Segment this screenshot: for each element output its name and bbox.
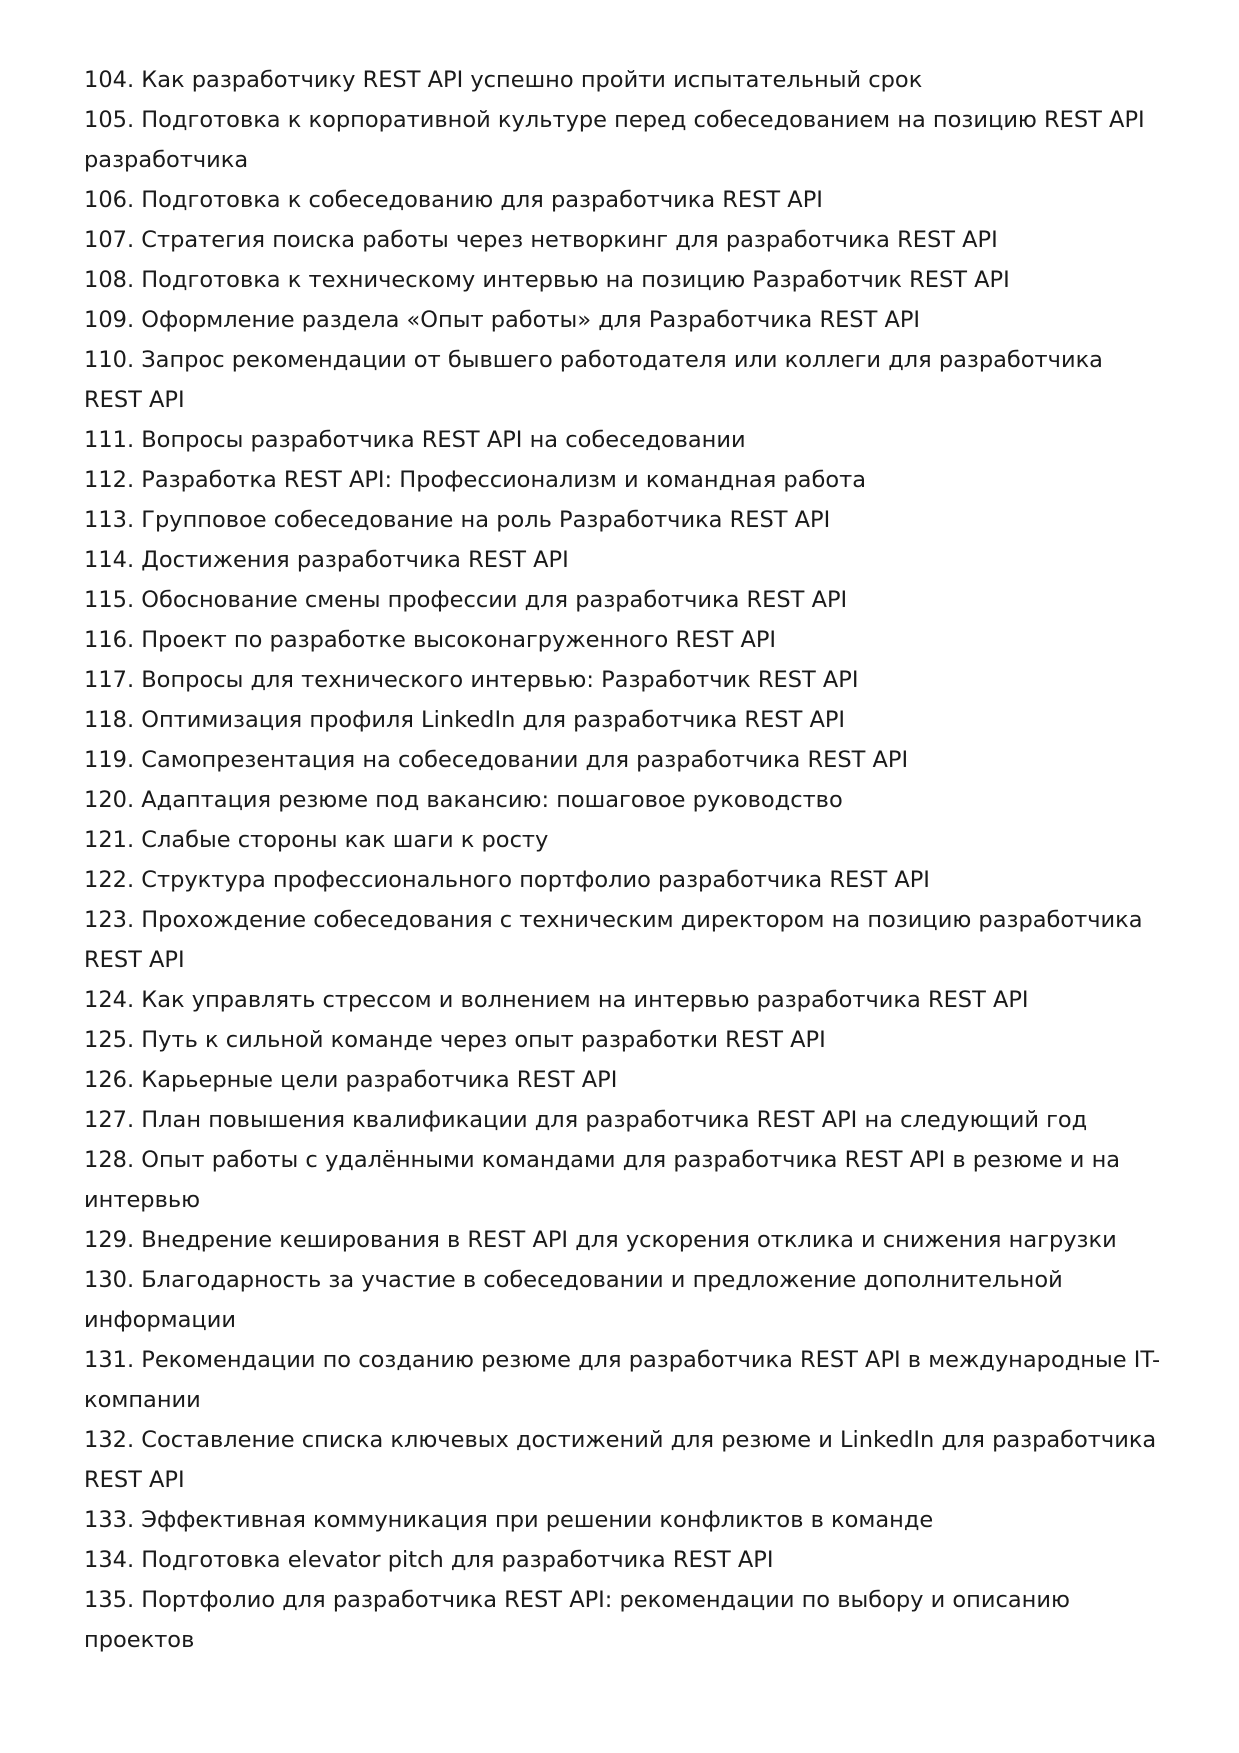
list-item: 113. Групповое собеседование на роль Разработчика REST API xyxy=(84,507,831,533)
list-item: 110. Запрос рекомендации от бывшего работодателя или коллеги для разработчика REST API xyxy=(84,347,1103,413)
list-item: 104. Как разработчику REST API успешно пройти испытательный срок xyxy=(84,67,923,93)
list-item: 120. Адаптация резюме под вакансию: пошаговое руководство xyxy=(84,787,843,813)
list-item: 122. Структура профессионального портфолио разработчика REST API xyxy=(84,867,930,893)
list-item: 108. Подготовка к техническому интервью на позицию Разработчик REST API xyxy=(84,267,1010,293)
list-item: 135. Портфолио для разработчика REST API: рекомендации по выбору и описанию проектов xyxy=(84,1587,1070,1653)
list-item: 123. Прохождение собеседования с техническим директором на позицию разработчика REST API xyxy=(84,907,1143,973)
list-item: 116. Проект по разработке высоконагруженного REST API xyxy=(84,627,777,653)
list-item: 125. Путь к сильной команде через опыт разработки REST API xyxy=(84,1027,826,1053)
list-item: 107. Стратегия поиска работы через нетворкинг для разработчика REST API xyxy=(84,227,998,253)
list-item: 128. Опыт работы с удалёнными командами для разработчика REST API в резюме и на интервью xyxy=(84,1147,1121,1213)
list-item: 117. Вопросы для технического интервью: Разработчик REST API xyxy=(84,667,859,693)
list-item: 126. Карьерные цели разработчика REST API xyxy=(84,1067,618,1093)
list-item: 121. Слабые стороны как шаги к росту xyxy=(84,827,549,853)
list-item: 134. Подготовка elevator pitch для разработчика REST API xyxy=(84,1547,774,1573)
document-list xyxy=(84,60,1164,1660)
list-item: 132. Составление списка ключевых достижений для резюме и LinkedIn для разработчика REST API xyxy=(84,1427,1157,1493)
list-item: 106. Подготовка к собеседованию для разработчика REST API xyxy=(84,187,823,213)
list-item: 109. Оформление раздела «Опыт работы» для Разработчика REST API xyxy=(84,307,921,333)
list-item: 114. Достижения разработчика REST API xyxy=(84,547,569,573)
list-item: 112. Разработка REST API: Профессионализм и командная работа xyxy=(84,467,866,493)
list-item: 130. Благодарность за участие в собеседовании и предложение дополнительной информации xyxy=(84,1267,1063,1333)
list-item: 111. Вопросы разработчика REST API на собеседовании xyxy=(84,427,746,453)
list-item: 127. План повышения квалификации для разработчика REST API на следующий год xyxy=(84,1107,1088,1133)
list-item: 115. Обоснование смены профессии для разработчика REST API xyxy=(84,587,848,613)
list-item: 118. Оптимизация профиля LinkedIn для разработчика REST API xyxy=(84,707,846,733)
list-item: 105. Подготовка к корпоративной культуре перед собеседованием на позицию REST API разработчика xyxy=(84,107,1145,173)
list-item: 133. Эффективная коммуникация при решении конфликтов в команде xyxy=(84,1507,934,1533)
list-item: 131. Рекомендации по созданию резюме для разработчика REST API в международные IT-компании xyxy=(84,1347,1161,1413)
list-item: 119. Самопрезентация на собеседовании для разработчика REST API xyxy=(84,747,909,773)
list-item: 124. Как управлять стрессом и волнением на интервью разработчика REST API xyxy=(84,987,1029,1013)
list-item: 129. Внедрение кеширования в REST API для ускорения отклика и снижения нагрузки xyxy=(84,1227,1117,1253)
